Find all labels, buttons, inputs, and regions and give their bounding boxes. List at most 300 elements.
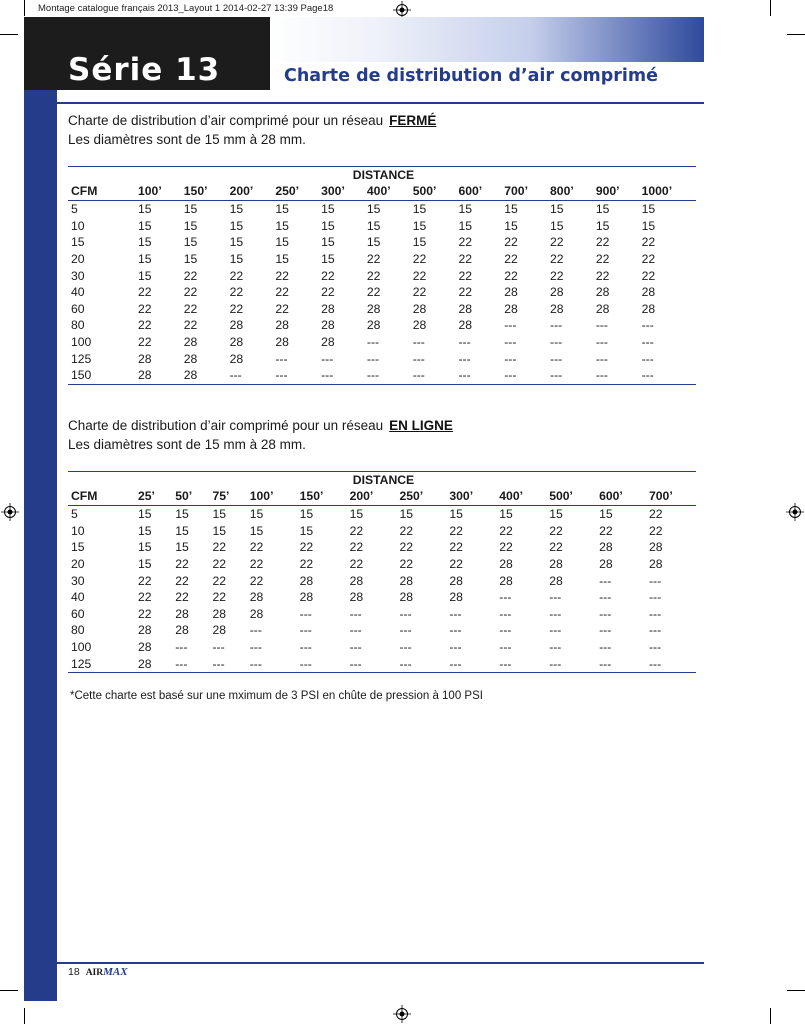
diameter-cell: 28 xyxy=(599,557,613,572)
table2-header-cfm: CFM xyxy=(68,487,135,506)
cfm-cell: 125 xyxy=(71,351,92,366)
diameter-cell: 22 xyxy=(321,268,335,283)
diameter-cell: --- xyxy=(349,640,362,655)
diameter-cell: --- xyxy=(318,367,364,384)
diameter-cell: --- xyxy=(549,623,562,638)
cfm-cell: 5 xyxy=(71,202,78,217)
diameter-cell: 22 xyxy=(504,268,518,283)
table-row xyxy=(68,201,696,218)
table1-header-distance: 1000’ xyxy=(639,182,696,201)
diameter-cell: 22 xyxy=(595,235,610,250)
diameter-cell: --- xyxy=(641,318,654,333)
diameter-cell: 15 xyxy=(138,202,152,217)
diameter-cell: 22 xyxy=(366,285,381,300)
diameter-cell: 22 xyxy=(175,557,189,572)
diameter-cell: 22 xyxy=(412,285,427,300)
diameter-cell: --- xyxy=(399,606,412,621)
diameter-cell: 15 xyxy=(138,557,152,572)
diameter-cell: --- xyxy=(364,367,410,384)
diameter-cell: --- xyxy=(599,573,612,588)
registration-mark-left-icon xyxy=(1,503,19,521)
table2-header-distance: 600’ xyxy=(596,487,646,506)
diameter-cell: 15 xyxy=(138,540,152,555)
table2-network-type: EN LIGNE xyxy=(389,418,453,433)
cfm-cell: 30 xyxy=(71,268,85,283)
diameter-cell: 22 xyxy=(449,540,463,555)
diameter-cell: 28 xyxy=(504,285,518,300)
diameter-cell: 15 xyxy=(641,202,656,217)
table1-network-type: FERMÉ xyxy=(389,113,437,128)
diameter-cell: 22 xyxy=(275,301,289,316)
cfm-cell: 15 xyxy=(71,540,85,555)
table-row xyxy=(68,251,696,268)
diameter-cell: 28 xyxy=(138,640,152,655)
diameter-cell: 15 xyxy=(138,268,152,283)
diameter-cell: 28 xyxy=(349,590,364,605)
crop-mark-bl-v xyxy=(24,1008,25,1024)
diameter-cell: --- xyxy=(212,640,225,655)
diameter-cell: 28 xyxy=(249,590,264,605)
diameter-cell: 28 xyxy=(399,590,414,605)
diameter-cell: 28 xyxy=(212,606,227,621)
cfm-cell: 40 xyxy=(71,590,85,605)
diameter-cell: --- xyxy=(599,590,612,605)
table2-header-distance: 50’ xyxy=(172,487,209,506)
diameter-cell: --- xyxy=(175,640,188,655)
table-row xyxy=(68,350,696,367)
diameter-cell: 15 xyxy=(138,235,152,250)
diameter-cell: --- xyxy=(641,351,654,366)
diameter-cell: 28 xyxy=(229,335,244,350)
diameter-cell: --- xyxy=(595,335,608,350)
diameter-cell: --- xyxy=(595,351,608,366)
diameter-cell: 28 xyxy=(550,285,564,300)
footnote: *Cette charte est basé sur une mximum de 3 PSI en chûte de pression à 100 PSI xyxy=(70,690,483,702)
diameter-cell: 15 xyxy=(229,252,244,267)
diameter-cell: 22 xyxy=(595,268,610,283)
crop-mark-tl-v xyxy=(24,0,25,16)
diameter-cell: 15 xyxy=(275,202,289,217)
table2-header-distance: 400’ xyxy=(496,487,546,506)
diameter-cell: 15 xyxy=(138,507,152,522)
diameter-cell: 15 xyxy=(229,202,244,217)
diameter-cell: --- xyxy=(549,640,562,655)
brand-logo-air: AIR xyxy=(85,968,104,978)
diameter-cell: 15 xyxy=(321,235,335,250)
diameter-cell: --- xyxy=(299,606,312,621)
diameter-cell: --- xyxy=(458,335,471,350)
diameter-cell: 22 xyxy=(412,268,427,283)
diameter-cell: --- xyxy=(299,623,312,638)
diameter-cell: 28 xyxy=(595,285,610,300)
diameter-cell: --- xyxy=(504,351,517,366)
series-title: Série 13 xyxy=(68,52,221,88)
diameter-cell: --- xyxy=(210,655,247,672)
table-row xyxy=(68,572,696,589)
diameter-cell: --- xyxy=(446,655,496,672)
diameter-cell: 22 xyxy=(138,606,152,621)
table-row xyxy=(68,218,696,235)
diameter-cell: 22 xyxy=(458,285,473,300)
diameter-cell: 22 xyxy=(449,557,463,572)
diameter-cell: 22 xyxy=(249,573,264,588)
diameter-cell: 22 xyxy=(550,252,564,267)
crop-mark-tr-v xyxy=(770,0,771,16)
diameter-cell: 22 xyxy=(499,540,513,555)
page-title: Charte de distribution d’air comprimé xyxy=(284,66,659,86)
table1-header-distance: 700’ xyxy=(501,182,547,201)
diameter-cell: 28 xyxy=(321,335,335,350)
table-row xyxy=(68,506,696,523)
diameter-cell: 22 xyxy=(299,540,314,555)
diameter-cell: 15 xyxy=(412,202,427,217)
table-row xyxy=(68,267,696,284)
diameter-cell: 22 xyxy=(212,557,227,572)
table-row xyxy=(68,539,696,556)
diameter-cell: --- xyxy=(249,640,262,655)
table2-header-distance: 150’ xyxy=(297,487,347,506)
diameter-cell: --- xyxy=(599,640,612,655)
diameter-cell: --- xyxy=(599,623,612,638)
diameter-cell: 28 xyxy=(275,318,289,333)
diameter-cell: 22 xyxy=(229,268,244,283)
diameter-cell: 22 xyxy=(412,252,427,267)
diameter-cell: 28 xyxy=(138,351,152,366)
diameter-cell: --- xyxy=(396,655,446,672)
diameter-cell: 22 xyxy=(138,335,152,350)
table1-intro xyxy=(68,111,436,149)
diameter-cell: 22 xyxy=(183,301,198,316)
diameter-cell: 15 xyxy=(175,507,189,522)
diameter-cell: --- xyxy=(499,590,512,605)
diameter-cell: --- xyxy=(349,606,362,621)
table1-intro-line2: Les diamètres sont de 15 mm à 28 mm. xyxy=(68,132,306,147)
diameter-cell: --- xyxy=(458,351,471,366)
title-divider xyxy=(57,102,704,104)
diameter-cell: 28 xyxy=(649,540,663,555)
diameter-cell: 22 xyxy=(138,590,152,605)
diameter-cell: 22 xyxy=(349,523,364,538)
diameter-cell: 15 xyxy=(504,218,518,233)
cfm-cell: 100 xyxy=(71,640,92,655)
diameter-cell: 28 xyxy=(349,573,364,588)
diameter-cell: --- xyxy=(449,606,462,621)
diameter-cell: 22 xyxy=(175,573,189,588)
cfm-cell: 60 xyxy=(71,606,85,621)
diameter-cell: 22 xyxy=(549,540,563,555)
diameter-cell: --- xyxy=(227,367,273,384)
diameter-cell: 22 xyxy=(399,523,414,538)
diameter-cell: 15 xyxy=(275,218,289,233)
diameter-cell: 22 xyxy=(175,590,189,605)
cfm-cell: 20 xyxy=(71,557,85,572)
diameter-cell: --- xyxy=(547,367,593,384)
cfm-cell: 15 xyxy=(71,235,85,250)
diameter-cell: 22 xyxy=(641,268,656,283)
diameter-cell: 22 xyxy=(275,268,289,283)
diameter-cell: --- xyxy=(593,367,639,384)
table1-header-distance: 200’ xyxy=(227,182,273,201)
crop-mark-tr-h xyxy=(787,34,805,35)
diameter-cell: 28 xyxy=(641,285,656,300)
diameter-cell: 22 xyxy=(138,318,152,333)
table1-header-distance: 250’ xyxy=(272,182,318,201)
diameter-cell: --- xyxy=(172,655,209,672)
diameter-cell: 22 xyxy=(649,507,663,522)
cfm-cell: 40 xyxy=(71,285,85,300)
diameter-cell: 15 xyxy=(349,507,364,522)
diameter-cell: --- xyxy=(501,367,547,384)
diameter-cell: 22 xyxy=(641,252,656,267)
cfm-cell: 60 xyxy=(71,301,85,316)
diameter-cell: 15 xyxy=(366,202,381,217)
cfm-cell: 10 xyxy=(71,523,85,538)
diameter-cell: 22 xyxy=(229,285,244,300)
diameter-cell: 28 xyxy=(458,318,473,333)
diameter-cell: --- xyxy=(349,623,362,638)
diameter-cell: --- xyxy=(504,318,517,333)
diameter-cell: 22 xyxy=(399,557,414,572)
side-color-bar xyxy=(24,17,57,1001)
diameter-cell: 28 xyxy=(399,573,414,588)
diameter-cell: --- xyxy=(549,606,562,621)
table-row xyxy=(68,589,696,606)
diameter-cell: 28 xyxy=(449,590,463,605)
diameter-cell: --- xyxy=(496,655,546,672)
diameter-cell: 15 xyxy=(412,218,427,233)
diameter-cell: 22 xyxy=(366,268,381,283)
diameter-cell: 28 xyxy=(299,590,314,605)
table2-body xyxy=(68,506,696,673)
diameter-cell: 22 xyxy=(641,235,656,250)
diameter-cell: 22 xyxy=(229,301,244,316)
diameter-cell: 15 xyxy=(183,218,198,233)
diameter-cell: 28 xyxy=(412,318,427,333)
diameter-cell: 28 xyxy=(321,318,335,333)
diameter-cell: 15 xyxy=(229,235,244,250)
diameter-cell: 28 xyxy=(641,301,656,316)
table1-header-distance: 150’ xyxy=(181,182,227,201)
diameter-cell: 15 xyxy=(399,507,414,522)
diameter-cell: 28 xyxy=(175,606,189,621)
table1-closed-network xyxy=(68,166,696,385)
diameter-cell: 28 xyxy=(275,335,289,350)
diameter-cell: 15 xyxy=(599,507,613,522)
diameter-cell: --- xyxy=(410,367,456,384)
diameter-cell: --- xyxy=(399,640,412,655)
table1-header-distance: 400’ xyxy=(364,182,410,201)
diameter-cell: 15 xyxy=(321,252,335,267)
diameter-cell: 28 xyxy=(229,351,244,366)
diameter-cell: --- xyxy=(639,367,696,384)
print-slug: Montage catalogue français 2013_Layout 1 2014-02-27 13:39 Page18 xyxy=(38,3,334,14)
table1-header-distance: 100’ xyxy=(135,182,181,201)
diameter-cell: --- xyxy=(272,367,318,384)
cfm-cell: 100 xyxy=(71,335,92,350)
diameter-cell: --- xyxy=(649,606,662,621)
crop-mark-br-h xyxy=(787,990,805,991)
diameter-cell: 15 xyxy=(458,202,473,217)
table1-header-distance: 900’ xyxy=(593,182,639,201)
diameter-cell: 28 xyxy=(321,301,335,316)
crop-mark-bl-h xyxy=(0,990,18,991)
diameter-cell: 22 xyxy=(349,540,364,555)
diameter-cell: --- xyxy=(599,606,612,621)
diameter-cell: 22 xyxy=(504,252,518,267)
diameter-cell: 22 xyxy=(458,235,473,250)
diameter-cell: 28 xyxy=(458,301,473,316)
table1-header-distance: 300’ xyxy=(318,182,364,201)
diameter-cell: 28 xyxy=(229,318,244,333)
diameter-cell: 28 xyxy=(299,573,314,588)
diameter-cell: --- xyxy=(321,351,334,366)
diameter-cell: 15 xyxy=(138,523,152,538)
diameter-cell: 22 xyxy=(595,252,610,267)
diameter-cell: 15 xyxy=(229,218,244,233)
diameter-cell: 22 xyxy=(183,285,198,300)
diameter-cell: 28 xyxy=(183,351,198,366)
cfm-cell: 10 xyxy=(71,218,85,233)
table-row xyxy=(68,523,696,540)
diameter-cell: 28 xyxy=(135,367,181,384)
table2-header-distance: 500’ xyxy=(546,487,596,506)
diameter-cell: 22 xyxy=(499,523,513,538)
diameter-cell: 15 xyxy=(550,218,564,233)
diameter-cell: 22 xyxy=(275,285,289,300)
diameter-cell: --- xyxy=(412,335,425,350)
diameter-cell: 22 xyxy=(399,540,414,555)
diameter-cell: --- xyxy=(649,573,662,588)
diameter-cell: --- xyxy=(366,335,380,350)
table1-header-distance: 800’ xyxy=(547,182,593,201)
diameter-cell: 15 xyxy=(138,252,152,267)
table2-header-distance: 700’ xyxy=(646,487,696,506)
diameter-cell: 22 xyxy=(449,523,463,538)
diameter-cell: --- xyxy=(641,335,654,350)
diameter-cell: 28 xyxy=(412,301,427,316)
diameter-cell: 22 xyxy=(183,318,198,333)
table-row xyxy=(68,317,696,334)
diameter-cell: --- xyxy=(366,351,380,366)
diameter-cell: 15 xyxy=(595,202,610,217)
diameter-cell: 15 xyxy=(175,540,189,555)
diameter-cell: --- xyxy=(247,655,297,672)
diameter-cell: 28 xyxy=(595,301,610,316)
diameter-cell: --- xyxy=(649,623,662,638)
table2-intro xyxy=(68,416,453,454)
diameter-cell: 28 xyxy=(549,557,563,572)
cfm-cell: 80 xyxy=(71,318,85,333)
diameter-cell: 28 xyxy=(175,623,189,638)
diameter-cell: --- xyxy=(249,623,262,638)
diameter-cell: 15 xyxy=(275,252,289,267)
table2-header-distance: 75’ xyxy=(210,487,247,506)
diameter-cell: --- xyxy=(595,318,608,333)
table2-distance-label: DISTANCE xyxy=(68,472,696,488)
diameter-cell: --- xyxy=(449,640,462,655)
diameter-cell: 22 xyxy=(249,540,264,555)
diameter-cell: 15 xyxy=(550,202,564,217)
diameter-cell: --- xyxy=(347,655,397,672)
diameter-cell: 15 xyxy=(183,235,198,250)
diameter-cell: 22 xyxy=(138,573,152,588)
diameter-cell: 22 xyxy=(212,573,227,588)
diameter-cell: 15 xyxy=(412,235,427,250)
diameter-cell: --- xyxy=(499,623,512,638)
header-gradient xyxy=(270,17,704,62)
diameter-cell: --- xyxy=(499,606,512,621)
diameter-cell: --- xyxy=(549,590,562,605)
table2-intro-line2: Les diamètres sont de 15 mm à 28 mm. xyxy=(68,437,306,452)
diameter-cell: --- xyxy=(550,335,563,350)
diameter-cell: 22 xyxy=(599,523,613,538)
diameter-cell: --- xyxy=(299,640,312,655)
table2-inline-network xyxy=(68,471,696,673)
diameter-cell: 15 xyxy=(499,507,513,522)
table1-header-cfm: CFM xyxy=(68,182,135,201)
diameter-cell: --- xyxy=(499,640,512,655)
table2-header-distance: 200’ xyxy=(347,487,397,506)
diameter-cell: 22 xyxy=(321,285,335,300)
diameter-cell: 15 xyxy=(249,523,264,538)
diameter-cell: --- xyxy=(649,590,662,605)
diameter-cell: --- xyxy=(550,351,563,366)
registration-mark-right-icon xyxy=(786,503,804,521)
diameter-cell: 15 xyxy=(458,218,473,233)
diameter-cell: --- xyxy=(412,351,425,366)
table-row xyxy=(68,234,696,251)
diameter-cell: 28 xyxy=(499,557,513,572)
diameter-cell: --- xyxy=(297,655,347,672)
diameter-cell: 22 xyxy=(458,252,473,267)
diameter-cell: 28 xyxy=(550,301,564,316)
diameter-cell: 28 xyxy=(366,301,381,316)
diameter-cell: 28 xyxy=(449,573,463,588)
diameter-cell: 28 xyxy=(499,573,513,588)
table1-body xyxy=(68,201,696,385)
table2-header-distance: 300’ xyxy=(446,487,496,506)
footer xyxy=(68,966,128,978)
table2-header-distance: 25’ xyxy=(135,487,172,506)
diameter-cell: 22 xyxy=(649,523,663,538)
diameter-cell: 15 xyxy=(175,523,189,538)
diameter-cell: 15 xyxy=(321,218,335,233)
diameter-cell: --- xyxy=(550,318,563,333)
diameter-cell: 15 xyxy=(138,218,152,233)
diameter-cell: 28 xyxy=(212,623,227,638)
diameter-cell: --- xyxy=(449,623,462,638)
diameter-cell: --- xyxy=(596,655,646,672)
diameter-cell: 22 xyxy=(212,590,227,605)
diameter-cell: 28 xyxy=(649,557,663,572)
diameter-cell: 15 xyxy=(449,507,463,522)
diameter-cell: 15 xyxy=(299,507,314,522)
diameter-cell: 15 xyxy=(366,218,381,233)
diameter-cell: --- xyxy=(399,623,412,638)
cfm-cell: 125 xyxy=(68,655,135,672)
diameter-cell: 15 xyxy=(299,523,314,538)
diameter-cell: 22 xyxy=(458,268,473,283)
table1-intro-line1 xyxy=(68,111,436,130)
diameter-cell: 28 xyxy=(181,367,227,384)
diameter-cell: 22 xyxy=(183,268,198,283)
cfm-cell: 20 xyxy=(71,252,85,267)
diameter-cell: 15 xyxy=(212,523,227,538)
diameter-cell: 22 xyxy=(366,252,381,267)
table-row xyxy=(68,301,696,318)
table2-header-distance: 250’ xyxy=(396,487,446,506)
table-row xyxy=(68,606,696,623)
